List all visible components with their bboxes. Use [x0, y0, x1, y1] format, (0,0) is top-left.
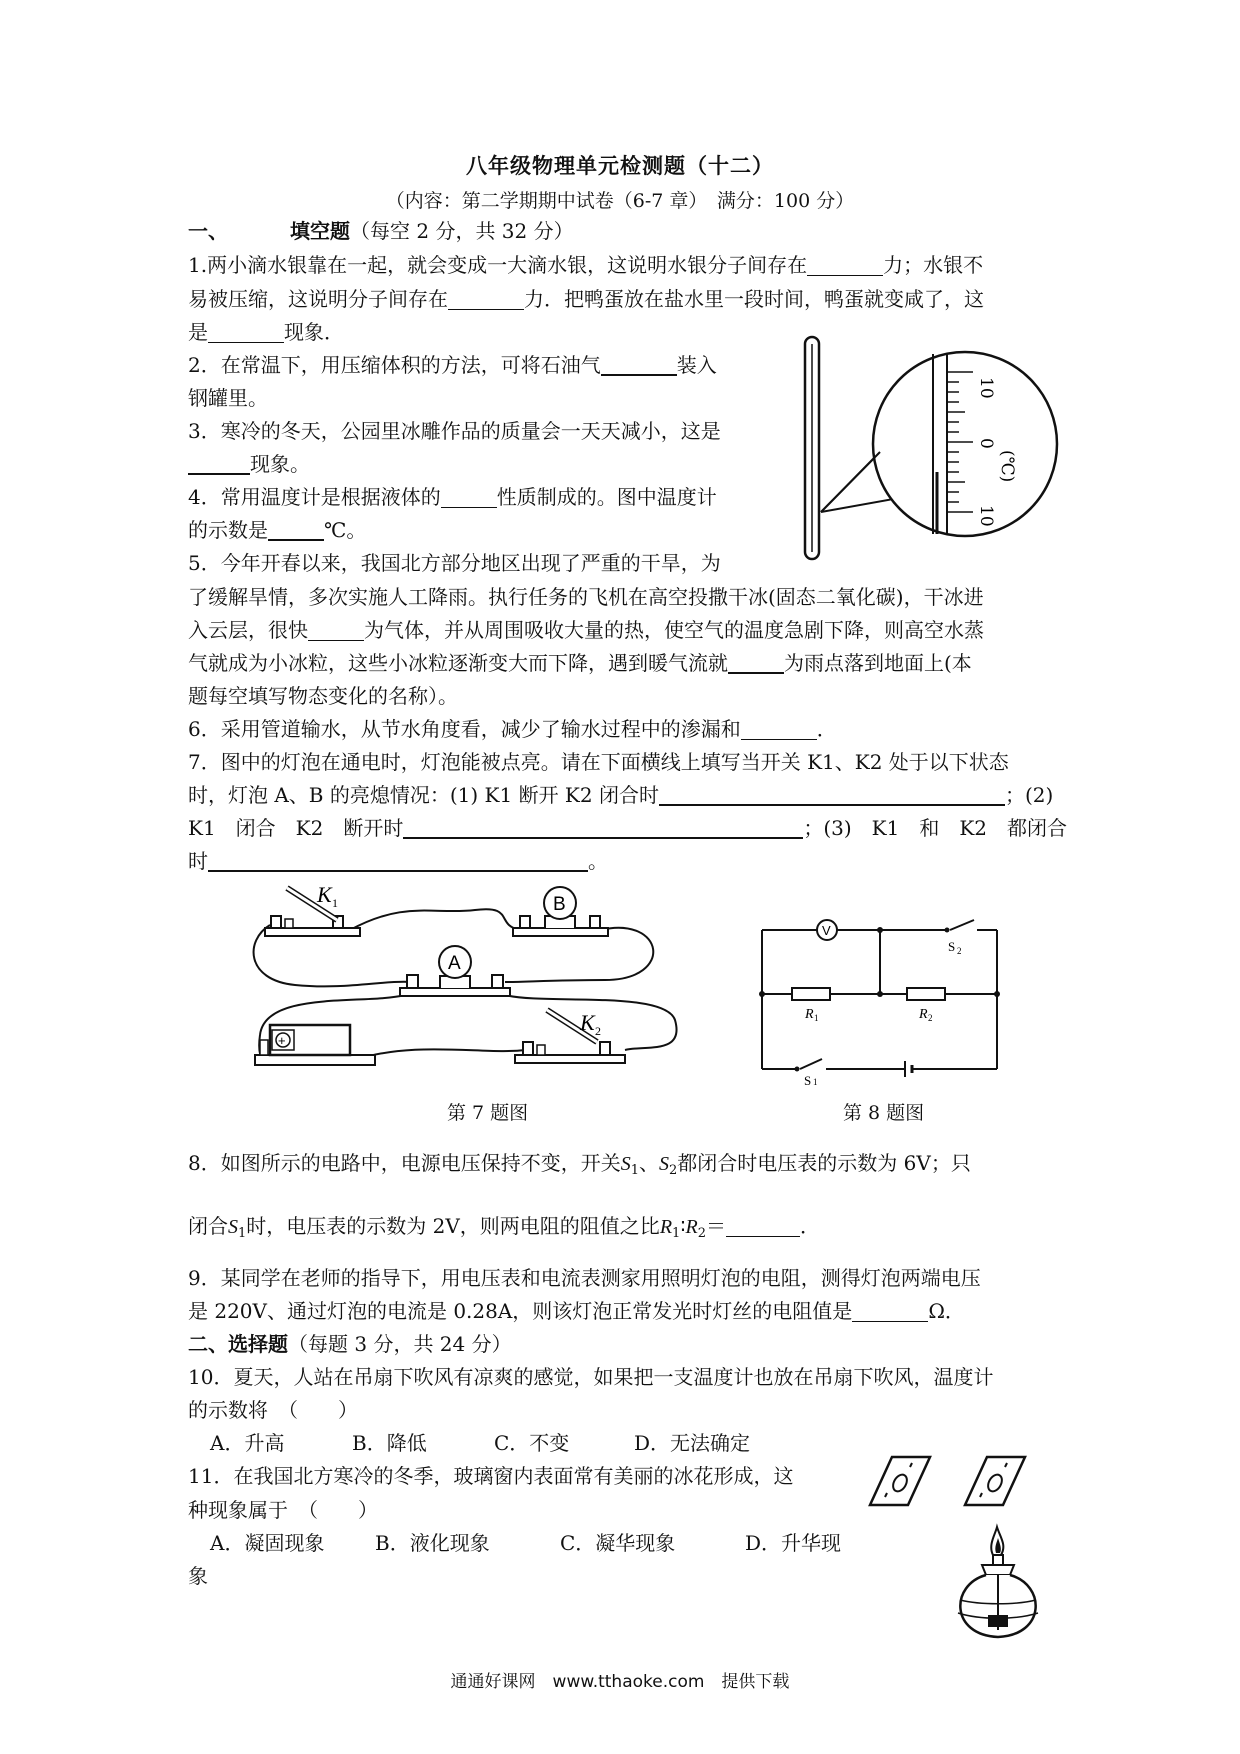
q5-text: 为雨点落到地面上(本 [784, 651, 972, 675]
q8-text: 时，电压表的示数为 2V，则两电阻的阻值之比 [246, 1214, 660, 1238]
q7-text: 时，灯泡 A、B 的亮熄情况：(1) K1 断开 K2 闭合时 [188, 783, 659, 807]
thermometer-unit: (℃) [997, 450, 1017, 483]
footer-credit: 通通好课网 www.tthaoke.com 提供下载 [450, 1672, 790, 1692]
q8-text: 闭合 [188, 1214, 228, 1238]
q7-line3 [188, 815, 1067, 841]
s2-label: S [948, 939, 956, 954]
q10-options [210, 1430, 750, 1456]
q11-options [210, 1530, 841, 1556]
q8-r2-symbol: R [685, 1216, 698, 1238]
q8-line2 [188, 1213, 820, 1247]
lamp-a [400, 946, 510, 996]
q11-line2: 种现象属于 （ ） [188, 1498, 378, 1522]
q5-blank2[interactable] [728, 652, 784, 674]
section2-title: 二、选择题 [188, 1332, 288, 1356]
q5-blank1[interactable] [308, 620, 364, 641]
q6-text: 6．采用管道输水，从节水角度看，减少了输水过程中的渗漏和 [188, 717, 741, 741]
q2-line2: 钢罐里。 [188, 386, 268, 410]
fig8-caption: 第 8 题图 [843, 1102, 925, 1124]
q4-text: ℃。 [324, 518, 367, 542]
s2-label-sub: 2 [957, 946, 962, 956]
q8-r1-sub: 1 [672, 1226, 681, 1241]
q6-line1 [188, 716, 837, 742]
q8-line1 [188, 1150, 971, 1184]
fig8-circuit-schematic [752, 915, 1012, 1085]
q8-text: 8．如图所示的电路中，电源电压保持不变，开关 [188, 1151, 621, 1175]
q8-s2-sub: 2 [669, 1163, 678, 1178]
q6-blank[interactable] [741, 719, 817, 740]
q5-text: 气就成为小冰粒，这些小冰粒逐渐变大而下降，遇到暖气流就 [188, 651, 728, 675]
q7-line2 [188, 782, 1053, 808]
q1-line1 [188, 252, 983, 278]
q1-text: 现象． [284, 320, 344, 344]
battery-plus-label: + [278, 1033, 286, 1048]
q8-s1-sub: 1 [238, 1226, 247, 1241]
q5-text: 为气体，并从周围吸收大量的热，使空气的温度急剧下降，则高空水蒸 [364, 618, 984, 642]
thermometer-tick-label: 0 [976, 438, 996, 449]
battery [255, 1025, 375, 1065]
r1-label-sub: 1 [814, 1013, 819, 1023]
lamp-b [513, 887, 608, 936]
r2-label-sub: 2 [928, 1013, 933, 1023]
q2-text: 装入 [676, 353, 717, 377]
q8-text: ． [800, 1214, 821, 1238]
q1-text: 力．把鸭蛋放在盐水里一段时间，鸭蛋就变咸了，这 [524, 287, 984, 311]
q6-text: ． [816, 717, 837, 741]
q1-text: 1.两小滴水银靠在一起，就会变成一大滴水银，这说明水银分子间存在 [188, 253, 808, 277]
glass-plate-icon [965, 1457, 1025, 1505]
section2-note: （每题 3 分，共 24 分） [288, 1332, 512, 1356]
section1-number: 一、 [188, 219, 228, 243]
q2-text: 2．在常温下，用压缩体积的方法，可将石油气 [188, 353, 601, 377]
q11-option-c[interactable]: C．凝华现象 [560, 1531, 676, 1555]
page-subtitle: （内容：第二学期期中试卷（6-7 章） 满分：100 分） [385, 190, 855, 212]
q2-blank[interactable] [601, 354, 677, 376]
section1-heading [188, 218, 574, 244]
thermometer-tick-label: 10 [976, 505, 996, 527]
fig7-caption: 第 7 题图 [447, 1102, 529, 1124]
q7-text: 时 [188, 849, 208, 873]
q2-line1 [188, 352, 717, 378]
alcohol-lamp-icon [958, 1527, 1038, 1637]
q8-s1-symbol: S [620, 1153, 631, 1175]
q5-line2: 了缓解旱情，多次实施人工降雨。执行任务的飞机在高空投撒干冰(固态二氧化碳)，干冰进 [188, 585, 984, 609]
k2-label: K [580, 1010, 595, 1035]
q10-option-a[interactable]: A．升高 [210, 1431, 285, 1455]
q9-blank[interactable] [852, 1301, 928, 1322]
section2-heading [188, 1331, 512, 1357]
q8-s1-symbol: S [228, 1216, 238, 1238]
wire [355, 1049, 525, 1060]
page-title: 八年级物理单元检测题（十二） [466, 153, 774, 178]
q10-line2: 的示数将 （ ） [188, 1398, 358, 1422]
q5-line4 [188, 650, 972, 676]
q4-text: 的示数是 [188, 518, 268, 542]
q8-text: 都闭合时电压表的示数为 6V；只 [677, 1151, 971, 1175]
q7-line1: 7．图中的灯泡在通电时，灯泡能被点亮。请在下面横线上填写当开关 K1、K2 处于以下状态 [188, 750, 1009, 774]
q11-option-b[interactable]: B．液化现象 [375, 1531, 490, 1555]
q8-r1-symbol: R [659, 1216, 673, 1238]
q10-option-d[interactable]: D．无法确定 [634, 1431, 751, 1455]
switch-k1 [265, 882, 360, 936]
s1-label-sub: 1 [813, 1077, 818, 1085]
q4-line1 [188, 484, 717, 510]
q3-text: 现象。 [250, 452, 310, 476]
q9-text: Ω． [928, 1299, 965, 1323]
q9-text: 是 220V、通过灯泡的电流是 0.28A，则该灯泡正常发光时灯丝的电阻值是 [188, 1299, 853, 1323]
q3-line2 [188, 451, 310, 477]
q7-text: ；(3) K1 和 K2 都闭合 [803, 816, 1068, 840]
q9-line1: 9．某同学在老师的指导下，用电压表和电流表测家用照明灯泡的电阻，测得灯泡两端电压 [188, 1266, 981, 1290]
voltmeter-label: V [822, 923, 831, 938]
r1-label: R [805, 1007, 814, 1022]
q7-blank3[interactable] [208, 850, 588, 872]
wire [350, 909, 520, 930]
q4-text: 4．常用温度计是根据液体的 [188, 485, 441, 509]
q11-option-wrap: 象 [188, 1564, 208, 1588]
k1-label-sub: 1 [332, 896, 338, 910]
q10-line1: 10．夏天，人站在吊扇下吹风有凉爽的感觉，如果把一支温度计也放在吊扇下吹风，温度计 [188, 1365, 994, 1389]
q1-blank3[interactable] [208, 322, 284, 343]
q5-text: 入云层，很快 [188, 618, 308, 642]
switch-k2 [515, 1010, 625, 1063]
q11-option-a[interactable]: A．凝固现象 [210, 1531, 325, 1555]
q3-blank[interactable] [188, 453, 250, 475]
q4-line2 [188, 517, 366, 543]
q5-line5: 题每空填写物态变化的名称）。 [188, 684, 458, 708]
r2-label: R [919, 1007, 928, 1022]
q1-text: 力；水银不 [883, 253, 984, 277]
q7-blank1[interactable] [659, 784, 1005, 806]
q10-option-b[interactable]: B．降低 [352, 1431, 427, 1455]
q1-blank2[interactable] [448, 289, 524, 310]
thermometer-figure [795, 332, 1065, 567]
q8-text: ＝ [706, 1214, 727, 1238]
s1-label: S [804, 1073, 812, 1085]
lamp-b-label: B [553, 894, 566, 915]
q7-text: ；(2) [1004, 783, 1054, 807]
q1-blank1[interactable] [807, 255, 883, 276]
q4-blank1[interactable] [441, 487, 497, 508]
fig7-circuit-diagram [245, 870, 685, 1085]
q1-line3 [188, 319, 344, 345]
q10-option-c[interactable]: C．不变 [494, 1431, 570, 1455]
k1-label: K [317, 882, 332, 907]
q1-text: 易被压缩，这说明分子间存在 [188, 287, 448, 311]
section1-name: 填空题 [290, 219, 350, 243]
q1-line2 [188, 286, 984, 312]
q9-line2 [188, 1298, 965, 1324]
q4-blank2[interactable] [268, 519, 324, 541]
section1-note: （每空 2 分，共 32 分） [350, 219, 574, 243]
q5-line1: 5．今年开春以来，我国北方部分地区出现了严重的干旱，为 [188, 551, 721, 575]
q11-option-d[interactable]: D．升华现 [745, 1531, 842, 1555]
thermometer-tick-label: 10 [976, 377, 996, 399]
q11-figure [860, 1445, 1050, 1645]
q4-text: 性质制成的。图中温度计 [496, 485, 717, 509]
lamp-a-label: A [448, 953, 461, 974]
q5-line3 [188, 617, 984, 643]
q7-text: K1 闭合 K2 断开时 [188, 816, 404, 840]
q1-text: 是 [188, 320, 208, 344]
q8-s2-symbol: S [659, 1153, 670, 1175]
q11-line1: 11．在我国北方寒冷的冬季，玻璃窗内表面常有美丽的冰花形成，这 [188, 1464, 794, 1488]
q8-blank[interactable] [726, 1216, 800, 1237]
q7-text: 。 [588, 849, 608, 873]
q3-line1: 3．寒冷的冬天，公园里冰雕作品的质量会一天天减小，这是 [188, 419, 721, 443]
q8-text: ∶ [680, 1214, 686, 1238]
q8-s1-sub: 1 [630, 1163, 640, 1178]
q8-text: 、 [639, 1151, 660, 1175]
q8-r2-sub: 2 [697, 1226, 707, 1241]
k2-label-sub: 2 [595, 1024, 601, 1038]
q7-blank2[interactable] [403, 817, 803, 839]
glass-plate-icon [870, 1457, 930, 1505]
